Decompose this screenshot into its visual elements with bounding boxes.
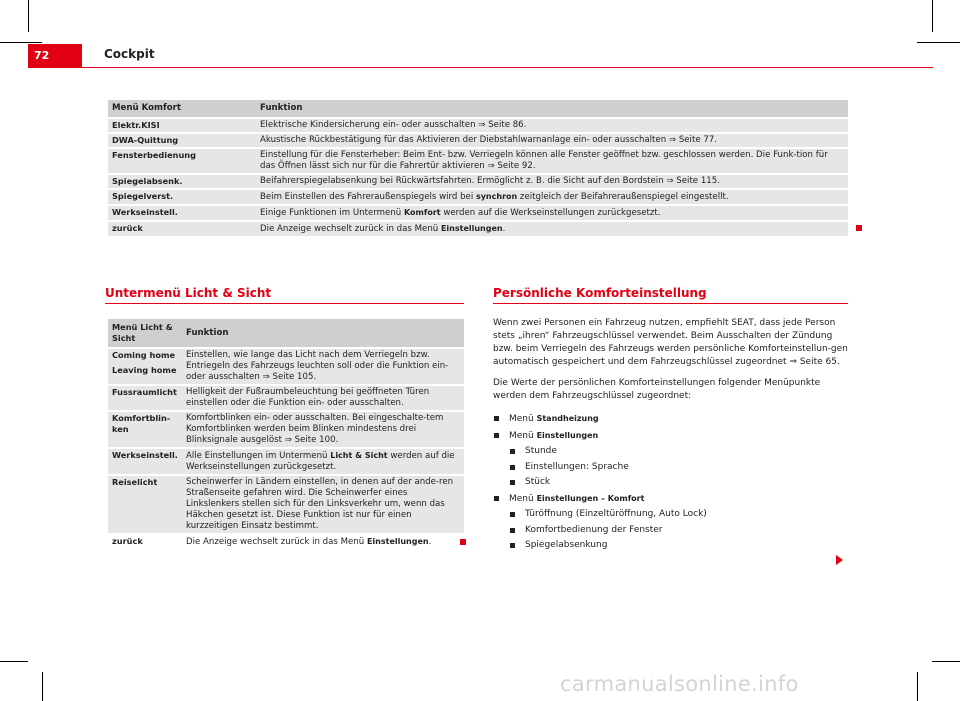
section-title-komforteinstellung: Persönliche Komforteinstellung: [493, 286, 848, 304]
list-subitem: Spiegelabsenkung: [493, 538, 848, 554]
column-header: Menü Komfort: [108, 100, 256, 117]
row-key: DWA-Quittung: [108, 134, 256, 147]
crop-mark: [932, 0, 933, 32]
row-key: Spiegelabsenk.: [108, 175, 256, 188]
row-key: Komfortblin-ken: [108, 412, 182, 447]
row-text: Beifahrerspiegelabsenkung bei Rückwärtsfahrten. Ermöglicht z. B. die Sicht auf den Bordstein ⇒ Seite 115.: [256, 175, 848, 188]
table-row: [108, 476, 464, 533]
text-segment: Alle Einstellungen im Untermenü: [186, 451, 331, 461]
row-text: Komfortblinken ein- oder ausschalten. Bei eingeschalte-tem Komfortblinken werden beim Blinken mindestens drei Blinksignale ausgelöst ⇒ Seite 100.: [182, 412, 464, 447]
crop-mark: [917, 42, 960, 43]
table-row: [108, 175, 848, 188]
list-subitem: Türöffnung (Einzeltüröffnung, Auto Lock): [493, 507, 848, 523]
menu-term: Einstellungen – Komfort: [536, 493, 645, 503]
table-row: [108, 119, 848, 132]
table-row: [108, 449, 464, 474]
crop-mark: [28, 0, 29, 32]
list-item: [493, 491, 848, 508]
row-text: [256, 222, 848, 236]
menu-term: Standheizung: [536, 414, 599, 423]
text-segment: Die Anzeige wechselt zurück in das Menü: [260, 224, 441, 234]
row-text: [182, 535, 464, 549]
text-segment: Die Anzeige wechselt zurück in das Menü: [186, 537, 367, 547]
row-text: [256, 190, 848, 204]
table-row: [108, 412, 464, 447]
menu-term: Einstellungen: [440, 224, 503, 233]
menu-term: Komfort: [403, 208, 441, 217]
page-number: 72: [28, 44, 82, 68]
row-text: Einstellen, wie lange das Licht nach dem Verriegeln bzw. Entriegeln des Fahrzeugs leuchten soll oder die Funktion ein- oder ausschalten ⇒ Seite 105.: [182, 349, 464, 384]
watermark: carmanualsonline.info: [560, 672, 799, 696]
table-header-row: [108, 100, 848, 117]
row-text: Helligkeit der Fußraumbeleuchtung bei geöffneten Türen einstellen oder die Funktion ein- oder ausschalten.: [182, 386, 464, 410]
menu-term: synchron: [475, 192, 518, 201]
list-subitem: Stunde: [493, 444, 848, 460]
text-segment: werden auf die Werkseinstellungen zurückgesetzt.: [186, 451, 455, 472]
menu-prefix: Menü: [509, 414, 534, 424]
list-subitem: Komfortbedienung der Fenster: [493, 523, 848, 539]
menu-prefix: Menü: [509, 430, 534, 441]
row-key: zurück: [108, 222, 256, 236]
text-segment: werden auf die Werkseinstellungen zurückgesetzt.: [440, 208, 661, 218]
table-row: [108, 190, 848, 204]
table-row: [108, 149, 848, 173]
table-row: [108, 134, 848, 147]
paragraph: Die Werte der persönlichen Komforteinstellungen folgender Menüpunkte werden dem Fahrzeugschlüssel zugeordnet:: [493, 378, 821, 401]
crop-mark: [0, 661, 28, 662]
row-key-line: Leaving home: [112, 365, 177, 375]
row-key: [108, 349, 182, 384]
licht-sicht-table: [108, 317, 464, 551]
list-subitem: Stück: [493, 475, 848, 491]
list-item: [493, 428, 848, 445]
row-key: Elektr.KISI: [108, 119, 256, 132]
text-segment: zeitgleich der Beifahreraußenspiegel eingestellt.: [517, 192, 729, 202]
section-title-licht-sicht: Untermenü Licht & Sicht: [105, 286, 464, 304]
table-row: [108, 386, 464, 410]
text-segment: Einige Funktionen im Untermenü: [260, 208, 404, 218]
row-text: Akustische Rückbestätigung für das Aktivieren der Diebstahlwarnanlage ein- oder ausschalten ⇒ Seite 77.: [256, 134, 848, 147]
column-header: Funktion: [182, 319, 464, 347]
row-text: [182, 449, 464, 474]
list-subitem: Einstellungen: Sprache: [493, 460, 848, 476]
row-key: Werkseinstell.: [108, 206, 256, 220]
header-rule: [28, 67, 933, 68]
row-key: Fensterbedienung: [108, 149, 256, 173]
section-end-marker: [856, 225, 862, 231]
table-row: [108, 206, 848, 220]
table-row: [108, 222, 848, 236]
crop-mark: [932, 661, 960, 662]
table-row: [108, 535, 464, 549]
row-key: zurück: [108, 535, 182, 549]
column-header: Funktion: [256, 100, 848, 117]
komforteinstellung-body: [493, 317, 848, 554]
page-title: Cockpit: [104, 47, 155, 61]
menu-term: Einstellungen: [536, 430, 599, 440]
text-segment: .: [502, 224, 506, 234]
row-key: Spiegelverst.: [108, 190, 256, 204]
paragraph: Wenn zwei Personen ein Fahrzeug nutzen, empfiehlt SEAT, dass jede Person stets „ihren“ Fahrzeugschlüssel verwendet. Beim Ausschalten der Zündung bzw. beim Verriegeln des Fahrzeugs werden persönliche Komforteinstellun-gen automatisch gespeichert und dem Fahrzeugschlüssel zugeordnet ⇒ Seite 65.: [493, 318, 848, 367]
crop-mark: [917, 672, 918, 701]
row-key: Werkseinstell.: [108, 449, 182, 474]
column-header: Menü Licht & Sicht: [108, 319, 182, 347]
section-end-marker: [460, 539, 466, 545]
text-segment: Beim Einstellen des Fahreraußenspiegels wird bei: [260, 192, 476, 202]
menu-prefix: Menü: [509, 493, 534, 504]
menu-term: Einstellungen: [366, 537, 429, 546]
row-key-line: Coming home: [112, 350, 176, 360]
komfort-menu-table: [108, 98, 848, 238]
text-segment: .: [428, 537, 432, 547]
list-item: [493, 411, 848, 428]
continue-arrow-icon: [836, 555, 843, 565]
row-text: [256, 206, 848, 220]
table-header-row: [108, 319, 464, 347]
row-key: Reiselicht: [108, 476, 182, 533]
crop-mark: [42, 672, 43, 701]
row-text: Scheinwerfer in Ländern einstellen, in denen auf der ande-ren Straßenseite gefahren wird. Die Scheinwerfer eines Linkslenkers stellen sich für den Linksverkehr um, wenn das Häkchen gesetzt ist. Diese Funktion ist nur für einen kurzzeitigen Einsatz bestimmt.: [182, 476, 464, 533]
row-text: Einstellung für die Fensterheber: Beim Ent- bzw. Verriegeln können alle Fenster geöffnet bzw. geschlossen werden. Die Funk-tion für das Öffnen lässt sich nur für die Fahrertür aktivieren ⇒ Seite 92.: [256, 149, 848, 173]
row-text: Elektrische Kindersicherung ein- oder ausschalten ⇒ Seite 86.: [256, 119, 848, 132]
crop-mark: [0, 42, 42, 43]
table-row: [108, 349, 464, 384]
row-key: Fussraumlicht: [108, 386, 182, 410]
menu-list: [493, 411, 848, 554]
menu-term: Licht & Sicht: [330, 451, 388, 460]
